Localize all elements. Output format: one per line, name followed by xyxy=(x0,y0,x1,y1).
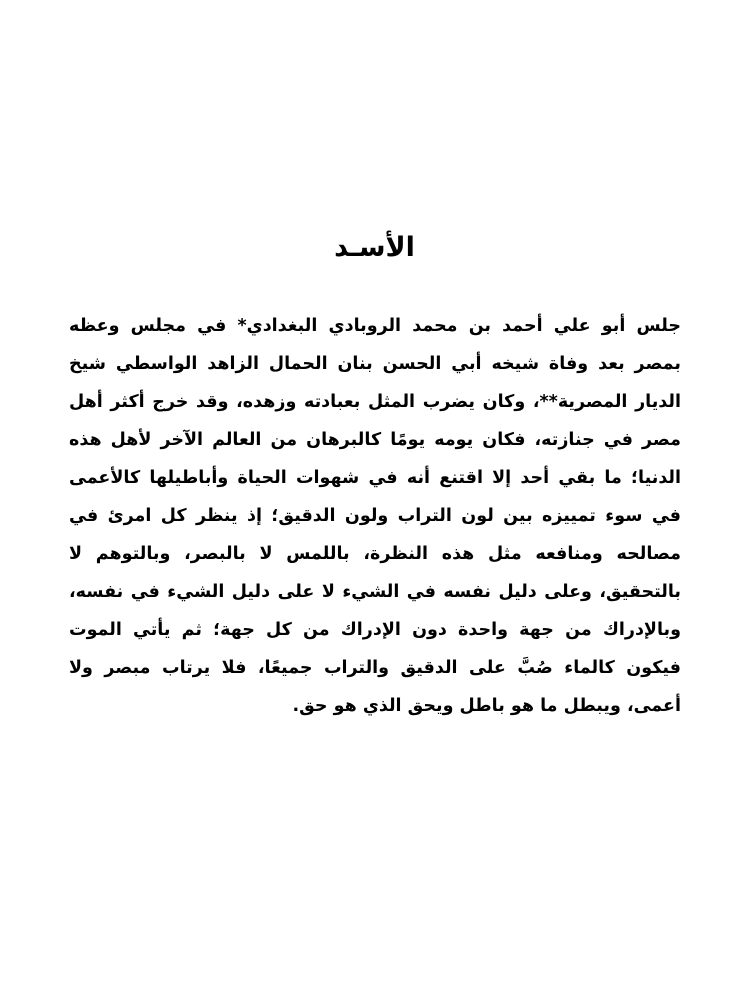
document-paragraph: جلس أبو علي أحمد بن محمد الروبادي البغدادي* في مجلس وعظه بمصر بعد وفاة شيخه أبي الحسن بنان الحمال الزاهد الواسطي شيخ الديار المصرية**، وكان يضرب المثل بعبادته وزهده، وقد خرج أكثر أهل مصر في جنازته، فكان يومه يومًا كالبرهان من العالم الآخر لأهل هذه الدنيا؛ ما بقي أحد إلا اقتنع أنه في شهوات الحياة وأباطيلها كالأعمى في سوء تمييزه بين لون التراب ولون الدقيق؛ إذ ينظر كل امرئ في مصالحه ومنافعه مثل هذه النظرة، باللمس لا بالبصر، وبالتوهم لا بالتحقيق، وعلى دليل نفسه في الشيء لا على دليل الشيء في نفسه، وبالإدراك من جهة واحدة دون الإدراك من كل جهة؛ ثم يأتي الموت فيكون كالماء صُبَّ على الدقيق والتراب جميعًا، فلا يرتاب مبصر ولا أعمى، ويبطل ما هو باطل ويحق الذي هو حق. xyxy=(69,316,681,716)
document-title: الأسـد xyxy=(334,232,415,263)
